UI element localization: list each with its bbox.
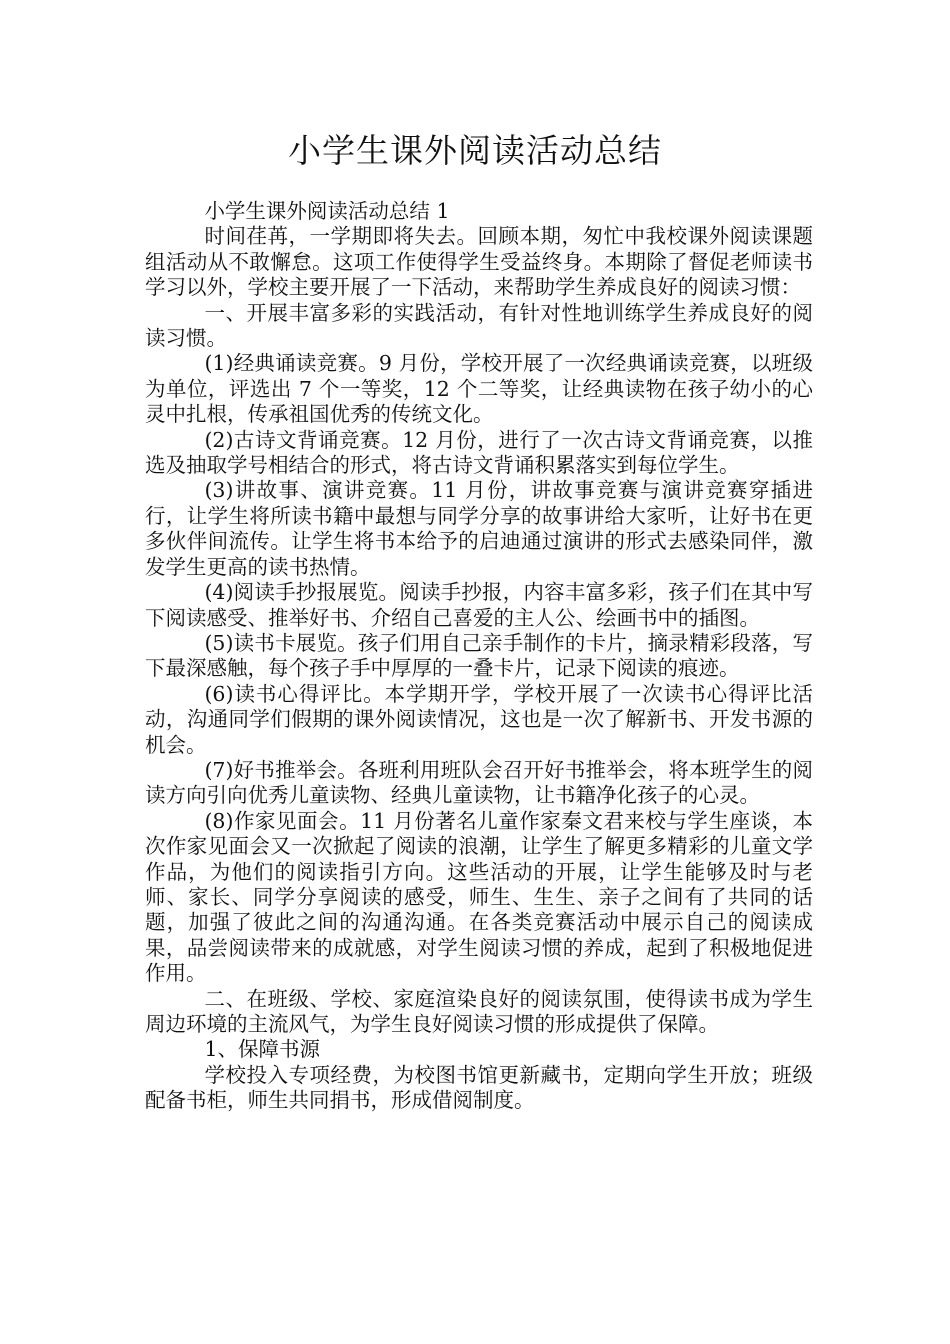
paragraph-item-2: (2)古诗文背诵竞赛。12 月份，进行了一次古诗文背诵竞赛，以推选及抽取学号相结合的形式，将古诗文背诵积累落实到每位学生。	[145, 427, 813, 478]
paragraph-subheading-book-source: 1、保障书源	[204, 1037, 320, 1062]
document-body	[145, 199, 813, 1114]
paragraph-item-6: (6)读书心得评比。本学期开学，学校开展了一次读书心得评比活动，沟通同学们假期的课外阅读情况，这也是一次了解新书、开发书源的机会。	[145, 681, 813, 757]
paragraph-item-3: (3)讲故事、演讲竞赛。11 月份，讲故事竞赛与演讲竞赛穿插进行，让学生将所读书籍中最想与同学分享的故事讲给大家听，让好书在更多伙伴间流传。让学生将书本给予的启迪通过演讲的形式去感染同伴，激发学生更高的读书热情。	[145, 478, 813, 579]
paragraph-part-one-heading: 一、开展丰富多彩的实践活动，有针对性地训练学生养成良好的阅读习惯。	[145, 300, 813, 351]
paragraph-part-two-heading: 二、在班级、学校、家庭渲染良好的阅读氛围，使得读书成为学生周边环境的主流风气，为学生良好阅读习惯的形成提供了保障。	[145, 986, 813, 1036]
paragraph-item-4: (4)阅读手抄报展览。阅读手抄报，内容丰富多彩，孩子们在其中写下阅读感受、推举好书、介绍自己喜爱的主人公、绘画书中的插图。	[145, 580, 813, 630]
paragraph-intro: 时间荏苒，一学期即将失去。回顾本期，匆忙中我校课外阅读课题组活动从不敢懈怠。这项工作使得学生受益终身。本期除了督促老师读书学习以外，学校主要开展了一下活动，来帮助学生养成良好的阅读习惯：	[145, 224, 813, 300]
paragraph-item-5: (5)读书卡展览。孩子们用自己亲手制作的卡片，摘录精彩段落，写下最深感触，每个孩子手中厚厚的一叠卡片，记录下阅读的痕迹。	[145, 630, 813, 681]
document-title: 小学生课外阅读活动总结	[288, 131, 662, 170]
paragraph-item-7: (7)好书推举会。各班利用班队会召开好书推举会，将本班学生的阅读方向引向优秀儿童读物、经典儿童读物，让书籍净化孩子的心灵。	[145, 757, 813, 808]
paragraph-item-1: (1)经典诵读竞赛。9 月份，学校开展了一次经典诵读竞赛，以班级为单位，评选出 7 个一等奖，12 个二等奖，让经典读物在孩子幼小的心灵中扎根，传承祖国优秀的传统文化。	[145, 351, 813, 427]
section-heading: 小学生课外阅读活动总结 1	[204, 199, 450, 223]
paragraph-item-8: (8)作家见面会。11 月份著名儿童作家秦文君来校与学生座谈，本次作家见面会又一次掀起了阅读的浪潮，让学生了解更多精彩的儿童文学作品，为他们的阅读指引方向。这些活动的开展，让学生能够及时与老师、家长、同学分享阅读的感受，师生、生生、亲子之间有了共同的话题，加强了彼此之间的沟通沟通。在各类竞赛活动中展示自己的阅读成果，品尝阅读带来的成就感，对学生阅读习惯的养成，起到了积极地促进作用。	[145, 808, 813, 986]
paragraph-book-source: 学校投入专项经费，为校图书馆更新藏书，定期向学生开放；班级配备书柜，师生共同捐书，形成借阅制度。	[145, 1062, 813, 1113]
